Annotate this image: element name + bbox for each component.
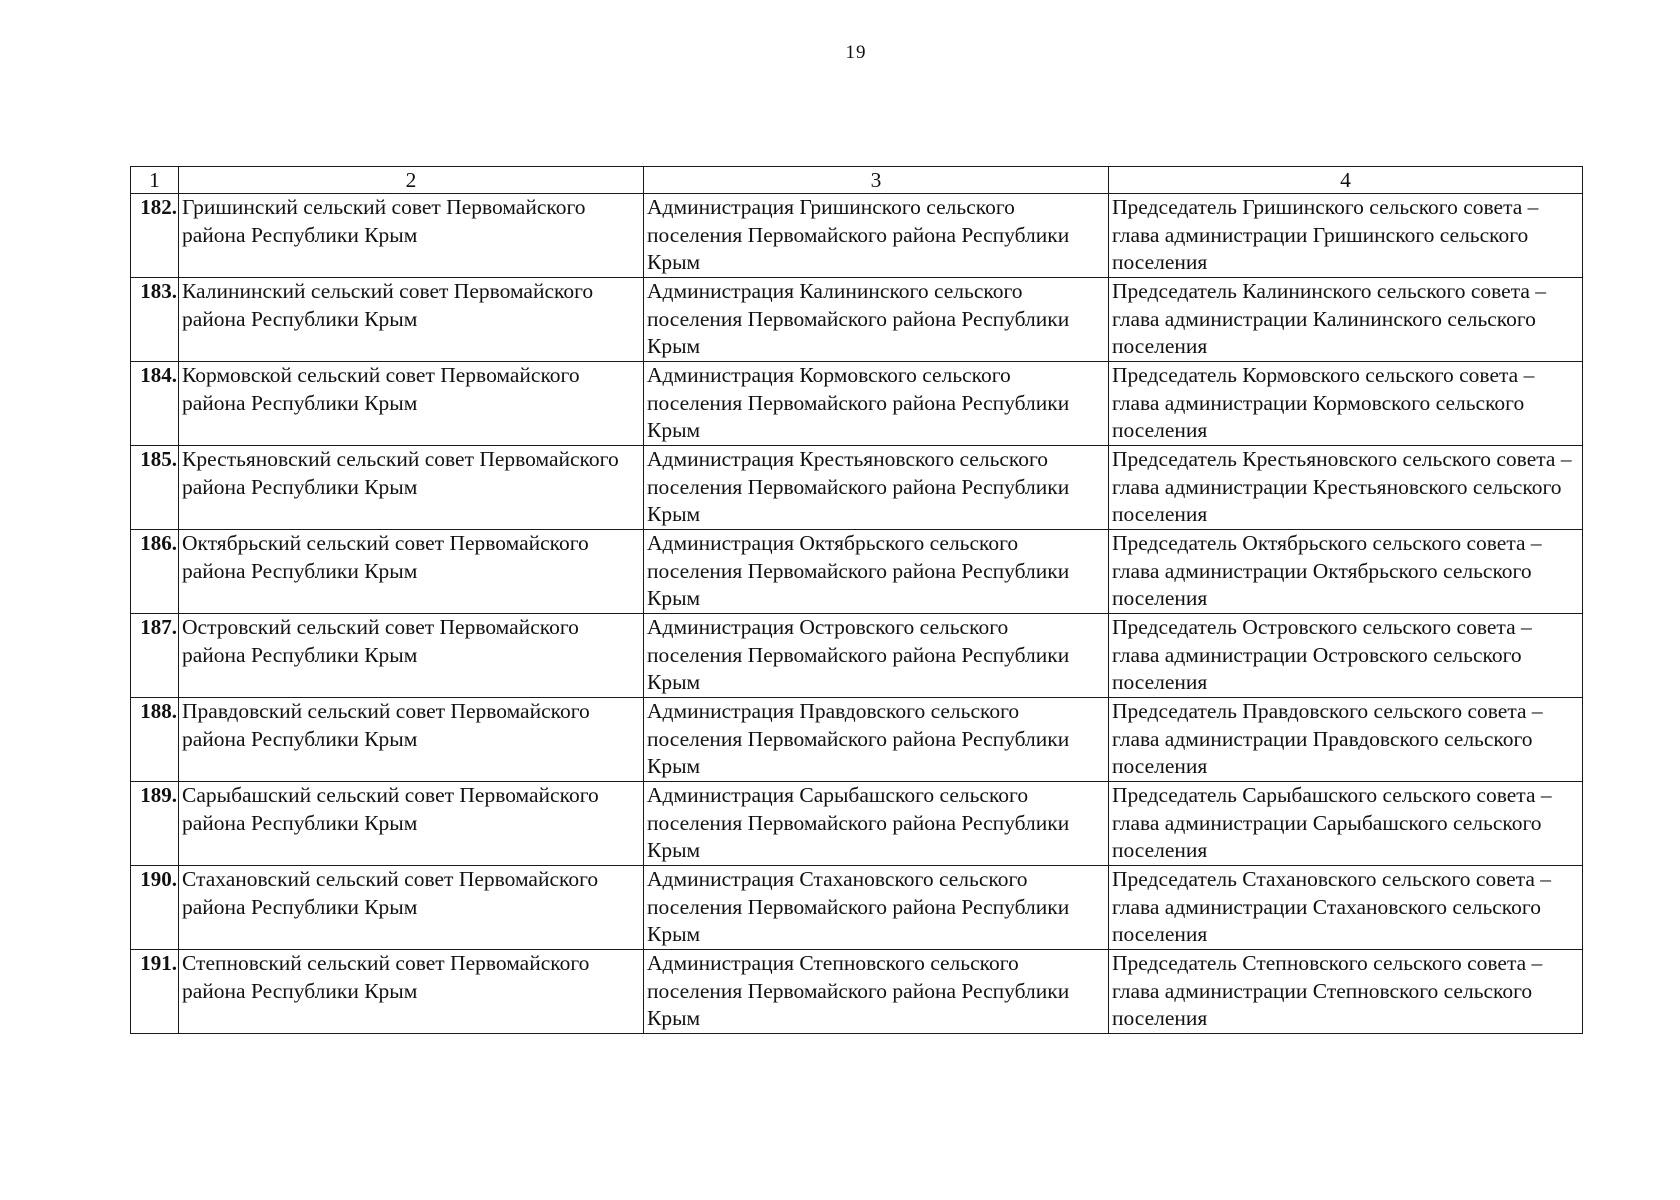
administration-cell: Администрация Гришинского сельского поселения Первомайского района Республики Крым — [644, 194, 1109, 278]
page-number: 19 — [845, 42, 867, 63]
administration-cell: Администрация Октябрьского сельского поселения Первомайского района Республики Крым — [644, 530, 1109, 614]
chairman-cell: Председатель Крестьяновского сельского совета – глава администрации Крестьяновского сельского поселения — [1109, 446, 1583, 530]
council-name-cell: Гришинский сельский совет Первомайского района Республики Крым — [179, 194, 644, 278]
table-row — [131, 446, 1583, 530]
chairman-cell: Председатель Степновского сельского совета – глава администрации Степновского сельского поселения — [1109, 950, 1583, 1034]
table-row — [131, 278, 1583, 362]
administration-cell: Администрация Островского сельского поселения Первомайского района Республики Крым — [644, 614, 1109, 698]
row-number: 188. — [131, 698, 179, 782]
administration-cell: Администрация Крестьяновского сельского поселения Первомайского района Республики Крым — [644, 446, 1109, 530]
table-row — [131, 866, 1583, 950]
chairman-cell: Председатель Калининского сельского совета – глава администрации Калининского сельского поселения — [1109, 278, 1583, 362]
row-number: 190. — [131, 866, 179, 950]
council-name-cell: Кормовской сельский совет Первомайского района Республики Крым — [179, 362, 644, 446]
administration-cell: Администрация Сарыбашского сельского поселения Первомайского района Республики Крым — [644, 782, 1109, 866]
administration-cell: Администрация Правдовского сельского поселения Первомайского района Республики Крым — [644, 698, 1109, 782]
administration-cell: Администрация Кормовского сельского поселения Первомайского района Республики Крым — [644, 362, 1109, 446]
chairman-cell: Председатель Сарыбашского сельского совета – глава администрации Сарыбашского сельского поселения — [1109, 782, 1583, 866]
chairman-cell: Председатель Октябрьского сельского совета – глава администрации Октябрьского сельского поселения — [1109, 530, 1583, 614]
column-header-3: 3 — [644, 167, 1109, 194]
chairman-cell: Председатель Островского сельского совета – глава администрации Островского сельского поселения — [1109, 614, 1583, 698]
row-number: 182. — [131, 194, 179, 278]
row-number: 186. — [131, 530, 179, 614]
row-number: 183. — [131, 278, 179, 362]
table-row — [131, 614, 1583, 698]
chairman-cell: Председатель Стахановского сельского совета – глава администрации Стахановского сельского поселения — [1109, 866, 1583, 950]
table-row — [131, 194, 1583, 278]
row-number: 187. — [131, 614, 179, 698]
row-number: 189. — [131, 782, 179, 866]
row-number: 191. — [131, 950, 179, 1034]
council-name-cell: Октябрьский сельский совет Первомайского района Республики Крым — [179, 530, 644, 614]
chairman-cell: Председатель Кормовского сельского совета – глава администрации Кормовского сельского поселения — [1109, 362, 1583, 446]
table-row — [131, 698, 1583, 782]
council-name-cell: Степновский сельский совет Первомайского района Республики Крым — [179, 950, 644, 1034]
table-row — [131, 530, 1583, 614]
chairman-cell: Председатель Правдовского сельского совета – глава администрации Правдовского сельского поселения — [1109, 698, 1583, 782]
column-header-4: 4 — [1109, 167, 1583, 194]
council-name-cell: Правдовский сельский совет Первомайского района Республики Крым — [179, 698, 644, 782]
council-name-cell: Крестьяновский сельский совет Первомайского района Республики Крым — [179, 446, 644, 530]
chairman-cell: Председатель Гришинского сельского совета – глава администрации Гришинского сельского поселения — [1109, 194, 1583, 278]
column-header-1: 1 — [131, 167, 179, 194]
table-header-row — [131, 167, 1583, 194]
council-name-cell: Калининский сельский совет Первомайского района Республики Крым — [179, 278, 644, 362]
table-row — [131, 950, 1583, 1034]
table-row — [131, 362, 1583, 446]
administration-cell: Администрация Степновского сельского поселения Первомайского района Республики Крым — [644, 950, 1109, 1034]
table-row — [131, 782, 1583, 866]
council-name-cell: Сарыбашский сельский совет Первомайского района Республики Крым — [179, 782, 644, 866]
administration-cell: Администрация Стахановского сельского поселения Первомайского района Республики Крым — [644, 866, 1109, 950]
administration-cell: Администрация Калининского сельского поселения Первомайского района Республики Крым — [644, 278, 1109, 362]
councils-table — [130, 166, 1583, 1034]
row-number: 185. — [131, 446, 179, 530]
council-name-cell: Островский сельский совет Первомайского района Республики Крым — [179, 614, 644, 698]
column-header-2: 2 — [179, 167, 644, 194]
council-name-cell: Стахановский сельский совет Первомайского района Республики Крым — [179, 866, 644, 950]
row-number: 184. — [131, 362, 179, 446]
